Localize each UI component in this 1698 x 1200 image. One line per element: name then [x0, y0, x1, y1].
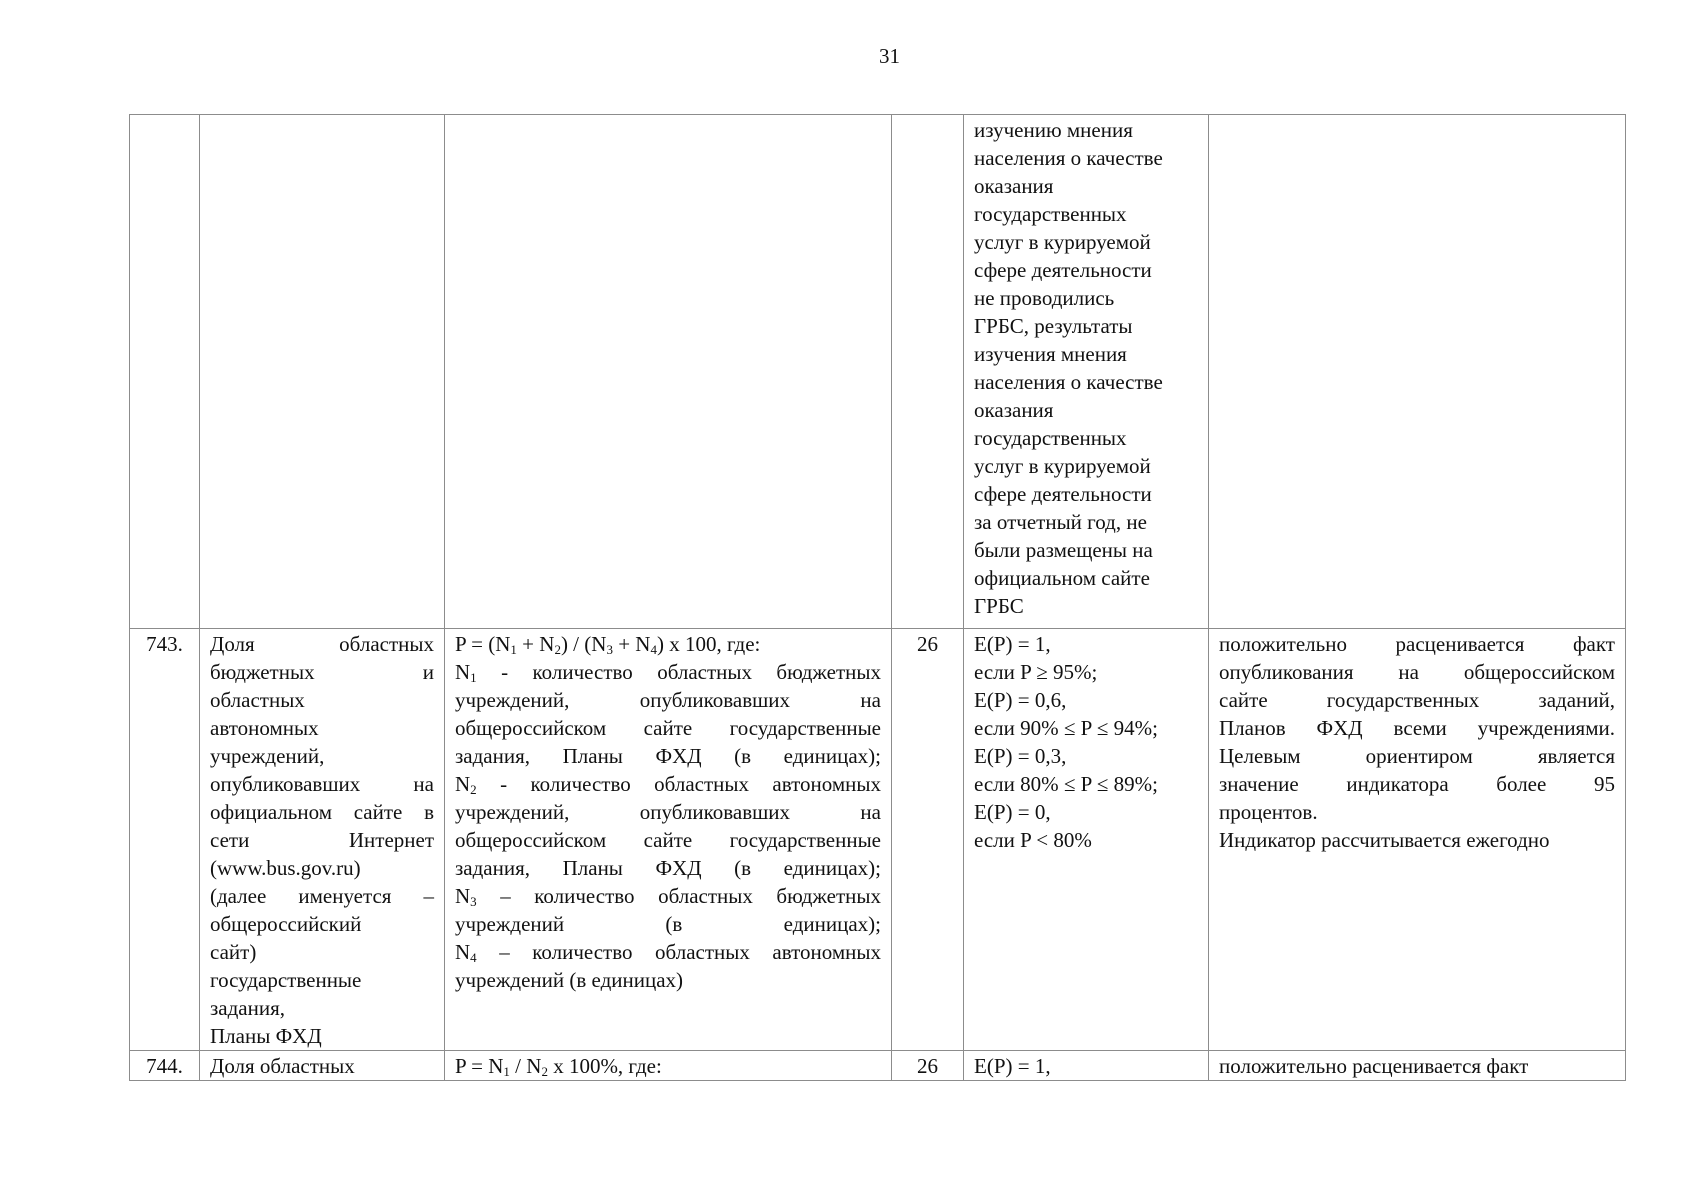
formula-cell: [445, 115, 892, 629]
cell-line: Доля областных: [210, 1054, 355, 1078]
row-number-cell: 744.: [130, 1051, 200, 1081]
cell-line: если P < 80%: [974, 828, 1092, 852]
cell-line: процентов.: [1219, 800, 1318, 824]
cell-line: опубликовавших на: [210, 772, 434, 796]
cell-line: сети Интернет: [210, 828, 434, 852]
cell-line: Индикатор рассчитывается ежегодно: [1219, 828, 1550, 852]
evaluation-cell: [964, 1051, 1209, 1081]
cell-line: государственных: [974, 426, 1127, 450]
cell-line: E(P) = 1,: [974, 632, 1051, 656]
cell-line: населения о качестве: [974, 146, 1163, 170]
formula-cell: [445, 629, 892, 1051]
cell-line: положительно расценивается факт: [1219, 632, 1615, 656]
formula-text: $P = (N_1 + N_2) / (N_3 + N_4)$ x 100, где:: [455, 632, 761, 657]
cell-line: общероссийском сайте государственные: [455, 828, 881, 852]
cell-line: если 80% ≤ P ≤ 89%;: [974, 772, 1158, 796]
cell-line: изучения мнения: [974, 342, 1127, 366]
cell-line: изучению мнения: [974, 118, 1133, 142]
cell-line: общероссийском сайте государственные: [455, 716, 881, 740]
cell-line: $N_2$ - количество областных автономных: [455, 772, 881, 797]
cell-line: сфере деятельности: [974, 482, 1152, 506]
cell-line: если 90% ≤ P ≤ 94%;: [974, 716, 1158, 740]
cell-line: Доля областных: [210, 632, 434, 656]
comment-cell: [1209, 1051, 1626, 1081]
comment-cell: [1209, 115, 1626, 629]
cell-line: бюджетных и: [210, 660, 434, 684]
cell-line: учреждений, опубликовавших на: [455, 688, 881, 712]
cell-line: общероссийский: [210, 912, 362, 936]
cell-line: автономных: [210, 716, 319, 740]
cell-line: ГРБС: [974, 594, 1024, 618]
cell-line: не проводились: [974, 286, 1115, 310]
cell-line: $N_4$ – количество областных автономных: [455, 940, 881, 965]
page-number: 31: [879, 44, 900, 68]
cell-line: если P ≥ 95%;: [974, 660, 1098, 684]
indicator-name-cell: [200, 629, 445, 1051]
table-row: [130, 629, 1626, 1051]
cell-line: сайт): [210, 940, 257, 964]
cell-line: государственных: [974, 202, 1127, 226]
cell-line: E(P) = 0,6,: [974, 688, 1067, 712]
evaluation-cell: [964, 115, 1209, 629]
weight-cell: 26: [892, 1051, 964, 1081]
cell-line: областных: [210, 688, 305, 712]
cell-line: официальном сайте: [974, 566, 1150, 590]
indicator-name-cell: [200, 1051, 445, 1081]
cell-line: ГРБС, результаты: [974, 314, 1133, 338]
evaluation-cell: [964, 629, 1209, 1051]
indicator-table: [129, 114, 1626, 1081]
cell-line: сайте государственных заданий,: [1219, 688, 1615, 712]
cell-line: оказания: [974, 174, 1054, 198]
cell-line: $N_1$ - количество областных бюджетных: [455, 660, 881, 685]
weight-cell: 26: [892, 629, 964, 1051]
cell-line: $N_3$ – количество областных бюджетных: [455, 884, 881, 909]
cell-line: Планы ФХД: [210, 1024, 322, 1048]
row-number-cell: [130, 115, 200, 629]
cell-line: E(P) = 0,: [974, 800, 1051, 824]
cell-line: задания, Планы ФХД (в единицах);: [455, 856, 881, 880]
cell-line: учреждений,: [210, 744, 325, 768]
cell-line: сфере деятельности: [974, 258, 1152, 282]
table-row: [130, 1051, 1626, 1081]
cell-line: официальном сайте в: [210, 800, 434, 824]
cell-line: (далее именуется –: [210, 884, 434, 908]
cell-line: задания, Планы ФХД (в единицах);: [455, 744, 881, 768]
cell-line: учреждений (в единицах): [455, 968, 684, 992]
cell-line: E(P) = 1,: [974, 1054, 1051, 1078]
formula-text: $P = N_1 / N_2$ x 100%, где:: [455, 1054, 662, 1079]
cell-line: учреждений (в единицах);: [455, 912, 881, 936]
row-number-cell: 743.: [130, 629, 200, 1051]
cell-line: оказания: [974, 398, 1054, 422]
formula-cell: [445, 1051, 892, 1081]
cell-line: за отчетный год, не: [974, 510, 1147, 534]
cell-line: Планов ФХД всеми учреждениями.: [1219, 716, 1615, 740]
table-row: [130, 115, 1626, 629]
cell-line: (www.bus.gov.ru): [210, 856, 361, 880]
cell-line: задания,: [210, 996, 286, 1020]
cell-line: были размещены на: [974, 538, 1153, 562]
cell-line: услуг в курируемой: [974, 454, 1151, 478]
cell-line: населения о качестве: [974, 370, 1163, 394]
cell-line: опубликования на общероссийском: [1219, 660, 1615, 684]
cell-line: значение индикатора более 95: [1219, 772, 1615, 796]
cell-line: услуг в курируемой: [974, 230, 1151, 254]
cell-line: Целевым ориентиром является: [1219, 744, 1615, 768]
comment-cell: [1209, 629, 1626, 1051]
indicator-name-cell: [200, 115, 445, 629]
cell-line: положительно расценивается факт: [1219, 1054, 1529, 1078]
weight-cell: [892, 115, 964, 629]
cell-line: E(P) = 0,3,: [974, 744, 1067, 768]
cell-line: государственные: [210, 968, 362, 992]
cell-line: учреждений, опубликовавших на: [455, 800, 881, 824]
